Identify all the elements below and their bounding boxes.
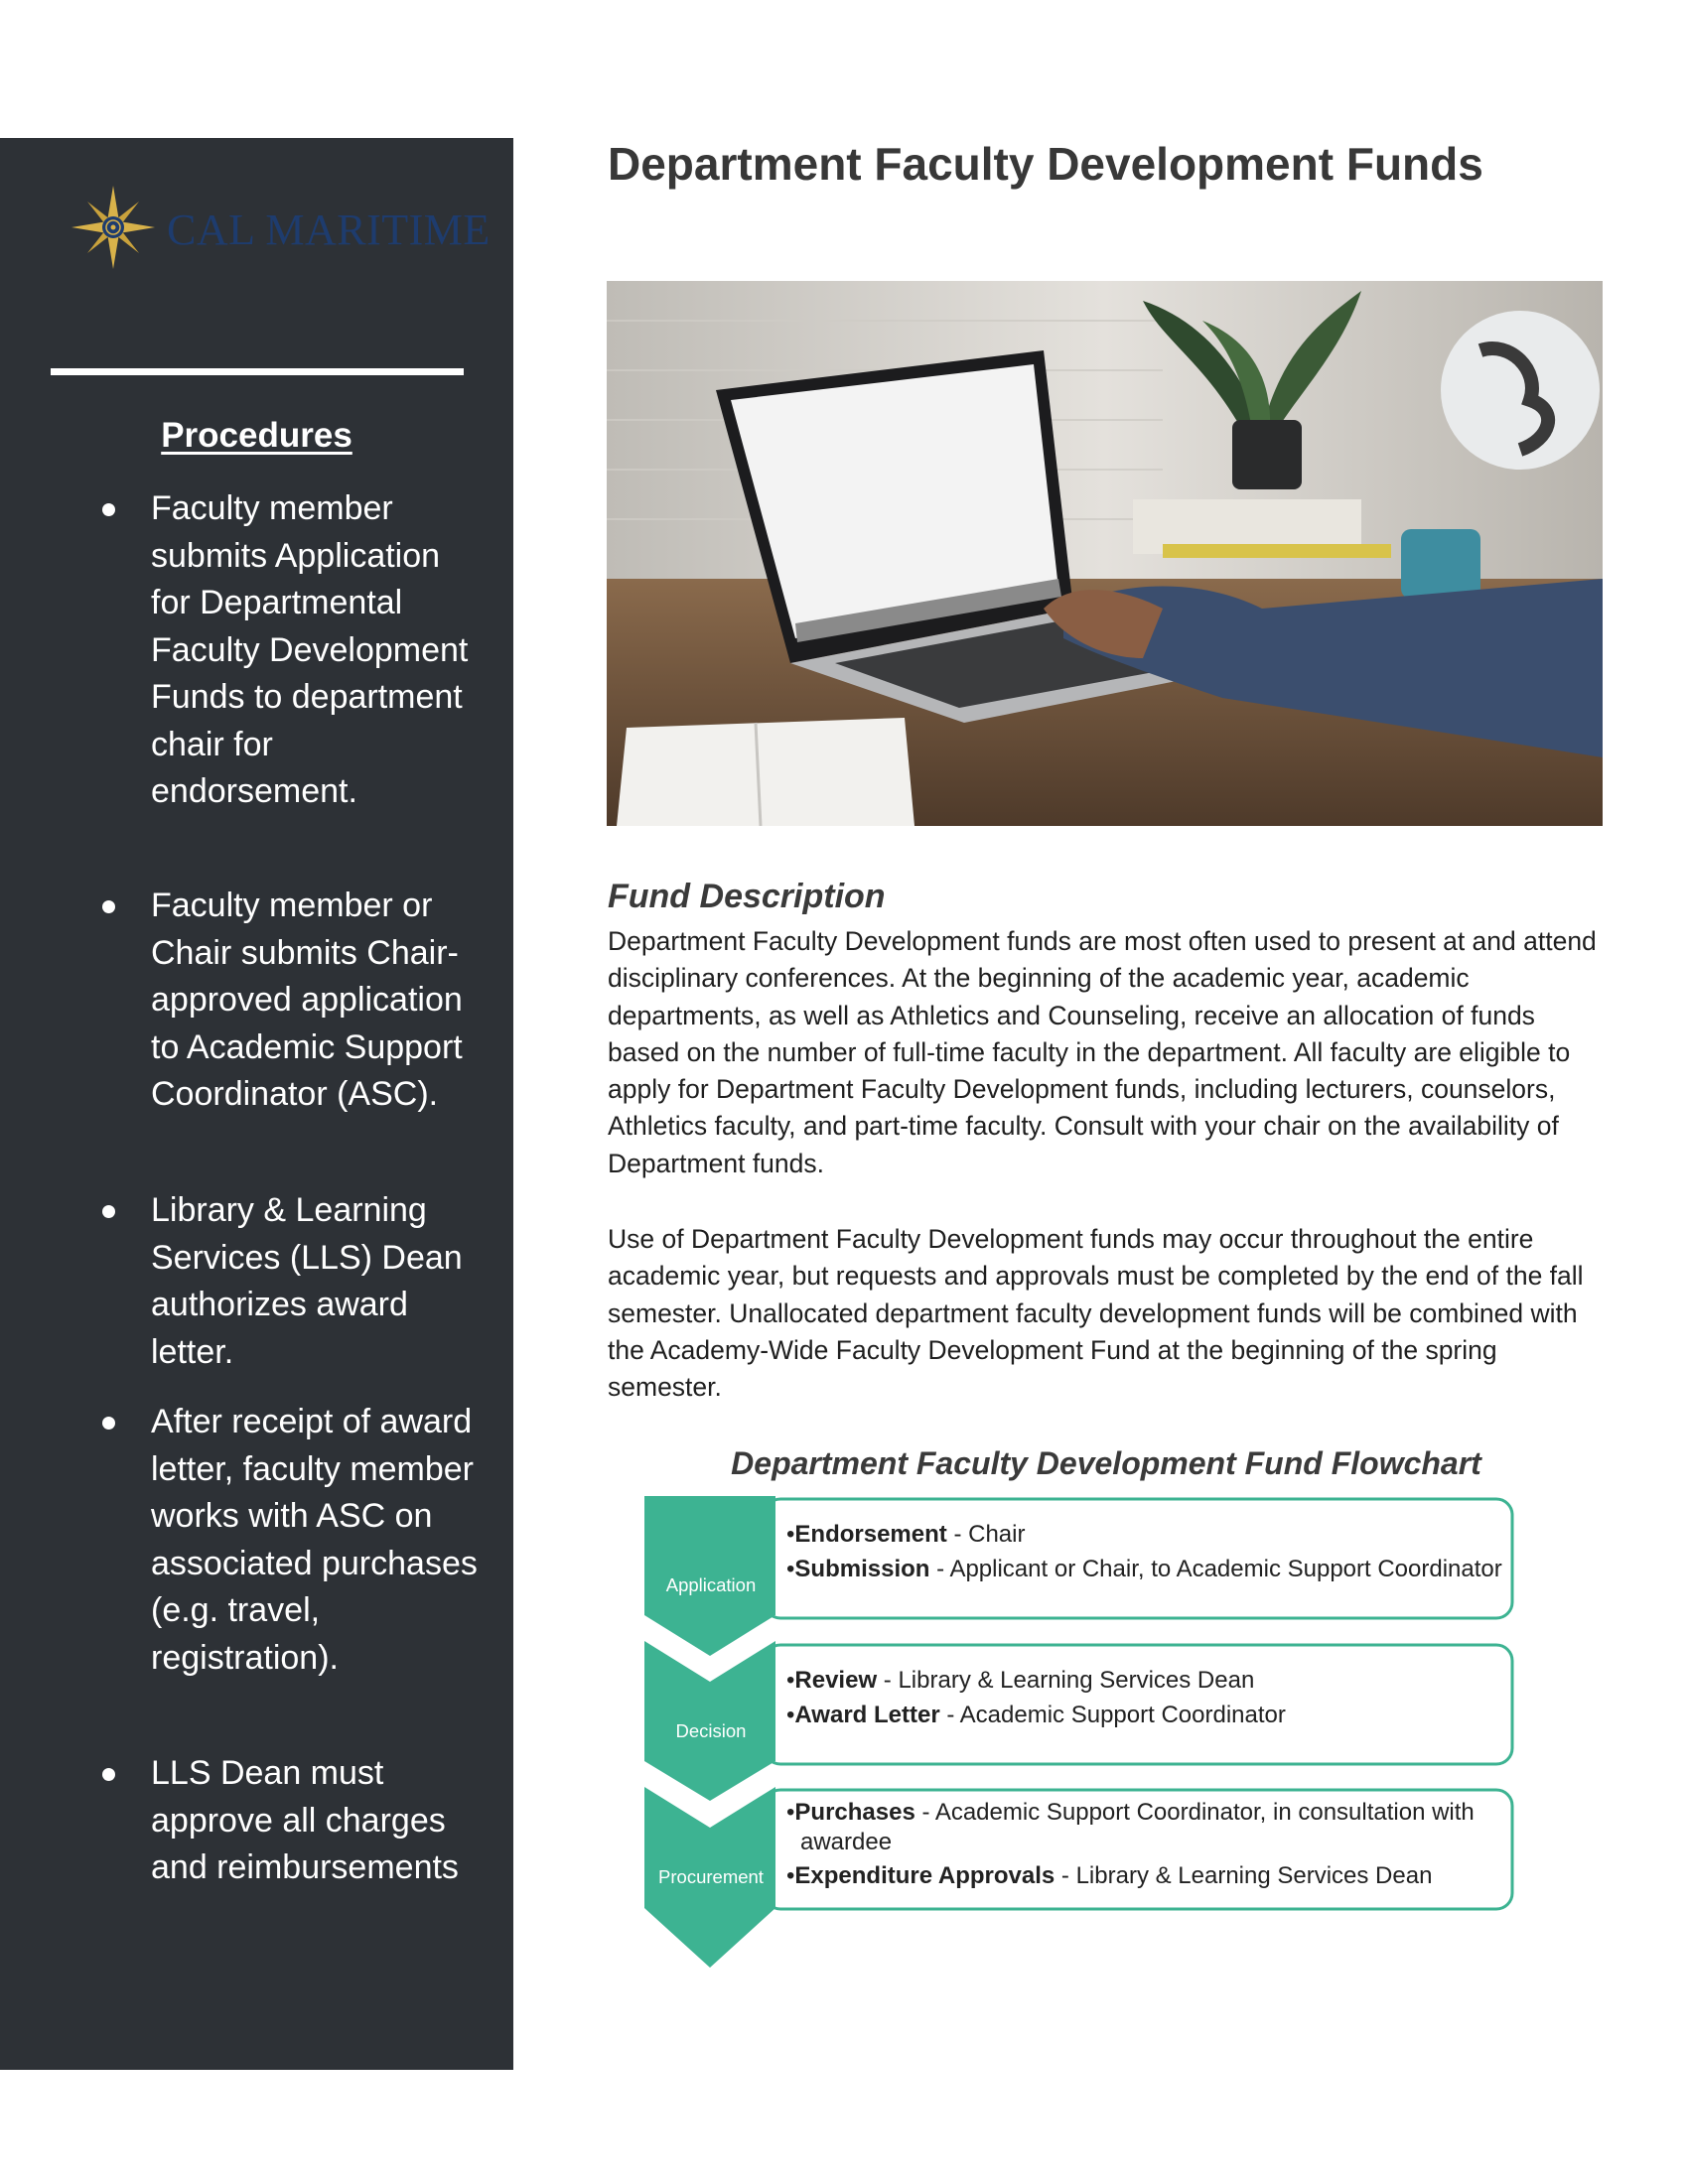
flowchart-title: Department Faculty Development Fund Flowchart <box>731 1445 1481 1481</box>
flow-item: •Expenditure Approvals - Library & Learning Services Dean <box>786 1862 1433 1889</box>
flow-step-decision-items <box>786 1665 1541 1731</box>
flow-item: •Review - Library & Learning Services Dean <box>786 1667 1255 1694</box>
page-title: Department Faculty Development Funds <box>608 138 1483 190</box>
procedure-item-4: After receipt of award letter, faculty member works with ASC on associated purchases (e.g. travel, registration). <box>151 1403 478 1677</box>
flow-item: •Submission - Applicant or Chair, to Academic Support Coordinator <box>786 1556 1502 1582</box>
laptop-workspace-photo <box>607 281 1603 826</box>
logo-text: CAL MARITIME <box>167 205 491 254</box>
flow-step-application-items <box>786 1519 1541 1585</box>
bullet-icon <box>102 503 115 516</box>
bullet-icon <box>102 1768 115 1781</box>
procedure-item-5: LLS Dean must approve all charges and reimbursements <box>151 1754 459 1886</box>
sidebar-divider <box>51 368 464 375</box>
procedures-heading: Procedures <box>161 416 352 455</box>
flow-step-label: Procurement <box>658 1866 764 1887</box>
flow-item: •Purchases - Academic Support Coordinator, in consultation with <box>786 1799 1475 1826</box>
bullet-icon <box>102 1205 115 1218</box>
procedure-item-1: Faculty member submits Application for Departmental Faculty Development Funds to department chair for endorsement. <box>151 489 469 810</box>
flow-step-label: Application <box>665 1574 757 1595</box>
flow-item: •Award Letter - Academic Support Coordinator <box>786 1702 1286 1728</box>
flow-item: •Endorsement - Chair <box>786 1521 1026 1548</box>
fund-description-paragraph-2: Use of Department Faculty Development funds may occur throughout the entire academic year, but requests and approvals must be completed by the end of the fall semester. Unallocated department faculty development funds will be combined with the Academy-Wide Faculty Development Fund at the beginning of the spring semester. <box>608 1224 1584 1403</box>
procedure-item-2: Faculty member or Chair submits Chair-approved application to Academic Support Coordinator (ASC). <box>151 887 463 1113</box>
flow-step-label: Decision <box>675 1720 747 1741</box>
bullet-icon <box>102 900 115 913</box>
flow-step-procurement-items <box>786 1797 1541 1892</box>
fund-description-paragraph-1: Department Faculty Development funds are most often used to present at and attend disciplinary conferences. At the beginning of the academic year, academic departments, as well as Athletics and Counseling, receive an allocation of funds based on the number of full-time faculty in the department. All faculty are eligible to apply for Department Faculty Development funds, including lecturers, counselors, Athletics faculty, and part-time faculty. Consult with your chair on the availability of Department funds. <box>608 926 1597 1178</box>
bullet-icon <box>102 1417 115 1430</box>
procedure-item-3: Library & Learning Services (LLS) Dean authorizes award letter. <box>151 1191 463 1371</box>
fund-description-heading: Fund Description <box>608 878 886 915</box>
flow-item-continuation: awardee <box>800 1829 893 1855</box>
